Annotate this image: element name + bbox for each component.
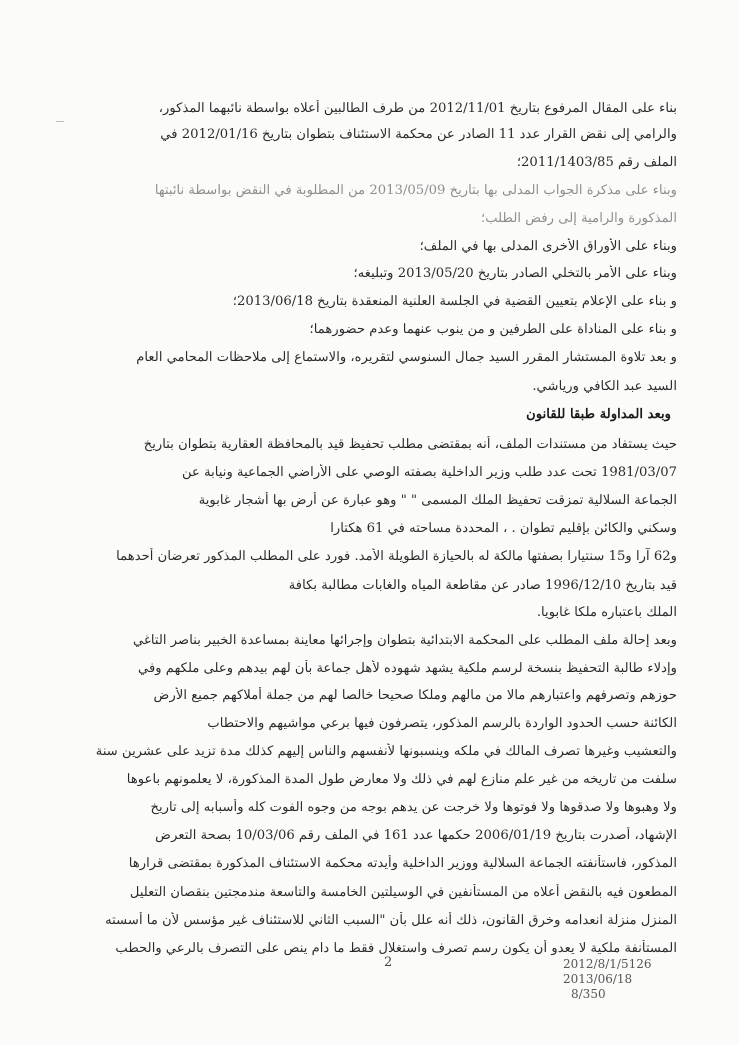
paragraph-line: وبناء على الأمر بالتخلي الصادر بتاريخ 2013/05/20 وتبليغه؛: [353, 266, 677, 281]
paragraph-line: سلفت من تاريخه من غير علم منازع لهم في ذلك ولا معارض طول المدة المذكورة، لا يعلمونهم باعوها: [126, 772, 677, 787]
paragraph-line: السيد عبد الكافي ورياشي.: [532, 379, 677, 394]
paragraph-line: حوزهم وتصرفهم واعتبارهم مالا من مالهم وملكا صحيحا خالصا لهم من جملة أملاكهم جميع الأرض: [153, 688, 677, 703]
paragraph-line: بناء على المقال المرفوع بتاريخ 2012/11/01 من طرف الطالبين أعلاه بواسطة نائبهما المذكور،: [158, 101, 677, 116]
paragraph-line: حيث يستفاد من مستندات الملف، أنه بمقتضى مطلب تحفيظ قيد بالمحافظة العقارية بتطوان بتاريخ: [143, 437, 677, 452]
paragraph-line: وإدلاء طالبة التحفيظ بنسخة لرسم ملكية يشهد شهوده لأهل جماعة بأن لهم بيدهم وعلى ملكهم وفي: [137, 661, 677, 676]
paragraph-line: المطعون فيه بالنقض أعلاه من المستأنفين في الوسيلتين الخامسة والتاسعة مندمجتين بنقصان التعليل: [129, 885, 677, 900]
paragraph-line: و بعد تلاوة المستشار المقرر السيد جمال السنوسي لتقريره، والاستماع إلى ملاحظات المحامي العام: [136, 350, 677, 365]
paragraph-line: قيد بتاريخ 1996/12/10 صادر عن مقاطعة المياه والغابات مطالبة بكافة: [288, 578, 677, 593]
file-reference: 2012/8/1/5126: [563, 957, 652, 971]
paragraph-line: المذكور، فاستأنفته الجماعة السلالية ووزير الداخلية وأيدته محكمة الاستئناف المذكورة بمقتضى قرارها: [128, 856, 677, 871]
paragraph-line: المذكورة والرامية إلى رفض الطلب؛: [481, 211, 677, 226]
paragraph-line: المستأنفة ملكية لا يعدو أن يكون رسم تصرف واستغلال فقط ما دام ينص على التصرف بالرعي والحطب: [115, 941, 677, 956]
paragraph-line: و بناء على الإعلام بتعيين القضية في الجلسة العلنية المنعقدة بتاريخ 2013/06/18؛: [232, 294, 677, 309]
paragraph-line: والرامي إلى نقض القرار عدد 11 الصادر عن محكمة الاستئناف بتطوان بتاريخ 2012/01/16 في: [160, 127, 677, 142]
section-heading: وبعد المداولة طبقا للقانون: [526, 407, 671, 422]
paragraph-line: و62 آرا و15 سنتيارا بصفتها مالكة له بالحيازة الطويلة الأمد. فورد على المطلب المذكور تعرضان أحدهما: [116, 549, 677, 564]
decision-date: 2013/06/18: [563, 972, 633, 986]
paragraph-line: ولا وهبوها ولا صدقوها ولا فوتوها ولا خرجت عن يدهم بوجه من وجوه الفوت كله وأسبابه إلى تاريخ: [150, 800, 677, 815]
page-footer: [0, 955, 739, 1035]
paragraph-line: الكائنة حسب الحدود الواردة بالرسم المذكور، يتصرفون فيها برعي مواشيهم والاحتطاب: [207, 716, 677, 731]
paragraph-line: الإشهاد، أصدرت بتاريخ 2006/01/19 حكمها عدد 161 في الملف رقم 10/03/06 بصحة التعرض: [155, 828, 677, 843]
paragraph-line: الملك باعتباره ملكا غابويا.: [536, 605, 677, 620]
paragraph-line: والتعشيب وغيرها تصرف المالك في ملكه وينسبونها لأنفسهم والناس إليهم كذلك مدة تزيد على عشرين سنة: [95, 744, 677, 759]
paragraph-line: 1981/03/07 تحت عدد طلب وزير الداخلية بصفته الوصي على الأراضي الجماعية ونيابة عن: [181, 465, 677, 480]
paragraph-line: وسكني والكائن بإقليم تطوان . ، المحددة مساحته في 61 هكتارا: [330, 521, 677, 536]
paragraph-line: وبناء على الأوراق الأخرى المدلى بها في الملف؛: [419, 239, 677, 254]
paragraph-line: الملف رقم 2011/1403/85؛: [516, 155, 677, 170]
paragraph-line: المنزل منزلة انعدامه وخرق القانون، ذلك أنه علل بأن "السبب الثاني للاستئناف غير مؤسس لأن ما أسسته: [105, 913, 677, 928]
paragraph-line: الجماعة السلالية تمزقت تحفيظ الملك المسمى " " وهو عبارة عن أرض بها أشجار غابوية: [198, 493, 677, 508]
margin-mark: [56, 121, 64, 122]
decision-number: 8/350: [571, 987, 606, 1001]
page-number: 2: [384, 955, 393, 970]
paragraph-line: و بناء على المناداة على الطرفين و من ينوب عنهما وعدم حضورهما؛: [309, 322, 677, 337]
paragraph-line: وبعد إحالة ملف المطلب على المحكمة الابتدائية بتطوان وإجرائها معاينة بمساعدة الخبير بناصر التاغي: [132, 633, 677, 648]
paragraph-line: وبناء على مذكرة الجواب المدلى بها بتاريخ 2013/05/09 من المطلوبة في النقض بواسطة نائبتها: [154, 183, 677, 198]
